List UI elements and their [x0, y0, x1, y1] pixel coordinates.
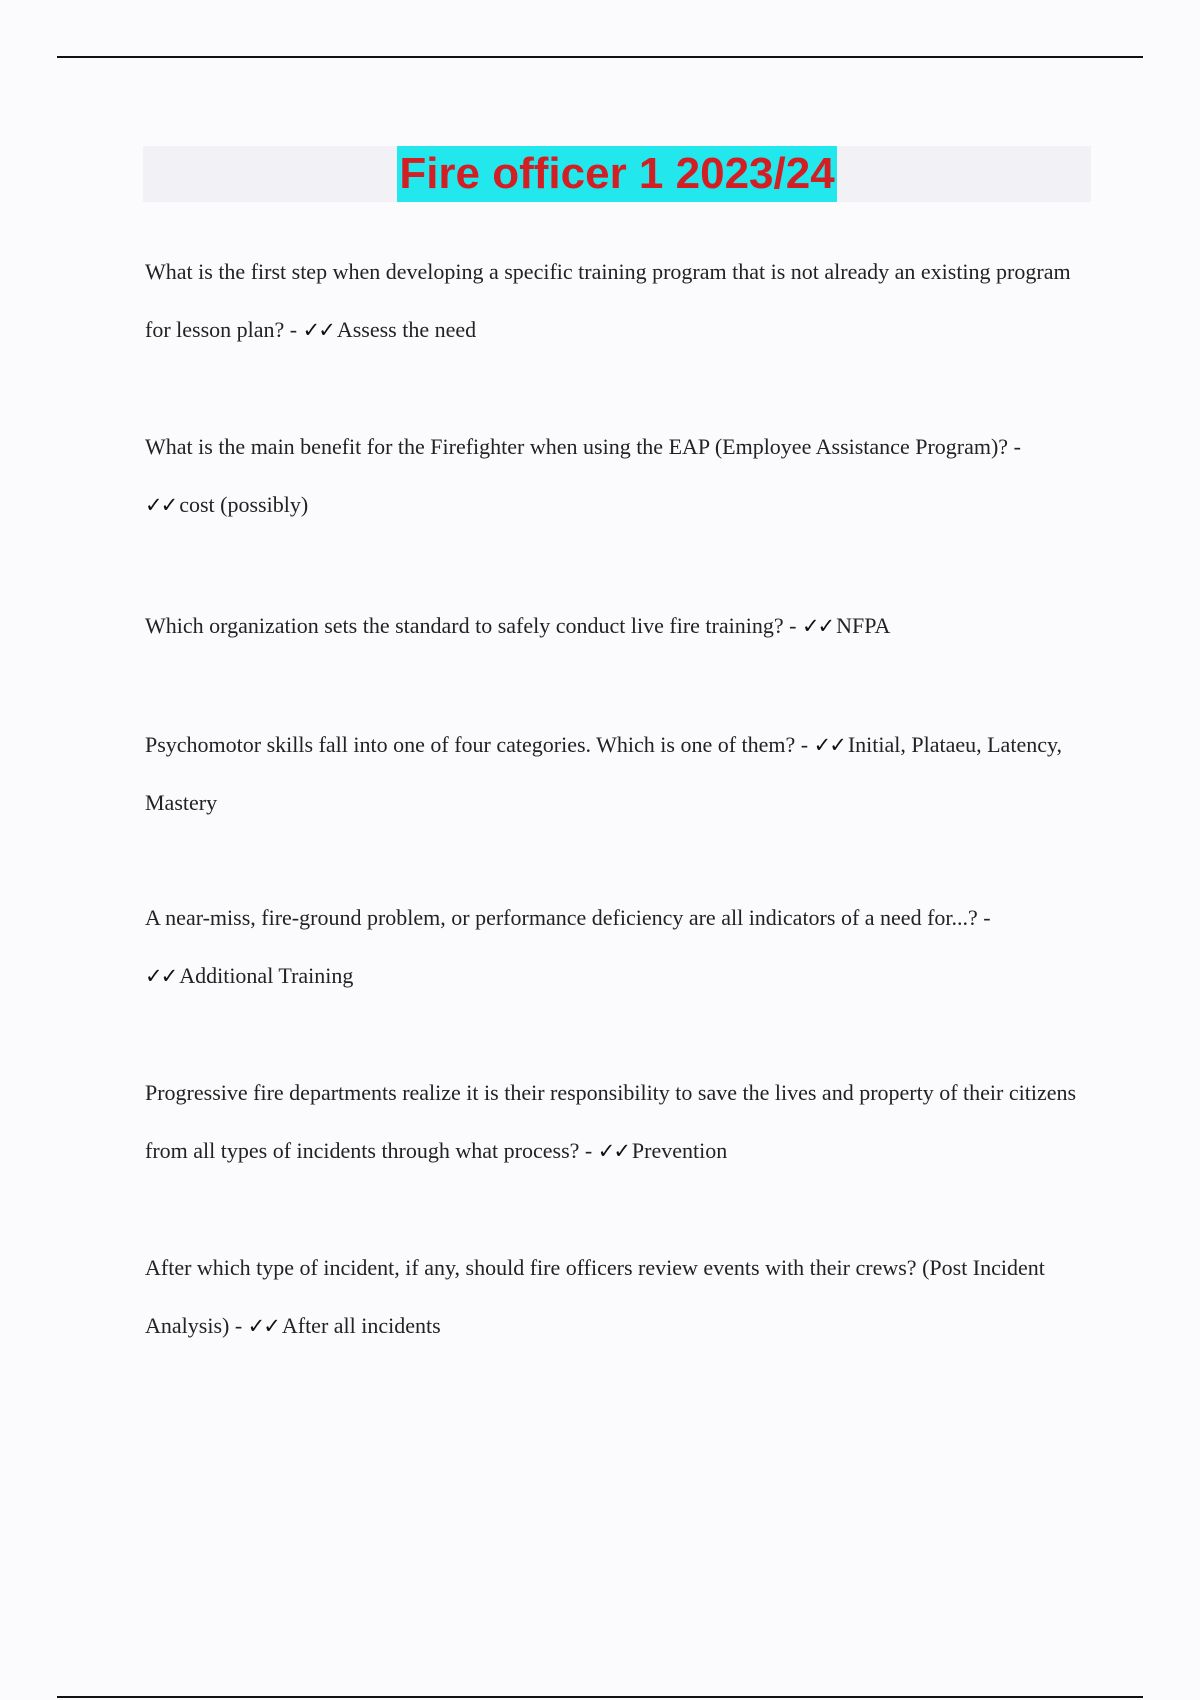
double-check-icon: ✓✓ — [597, 1139, 629, 1163]
qa-item — [145, 716, 1085, 832]
double-check-icon: ✓✓ — [145, 964, 177, 988]
answer-text: Additional Training — [179, 963, 354, 988]
question-text: Progressive fire departments realize it is their responsibility to save the lives and property of their citizens from all types of incidents through what process? - — [145, 1080, 1077, 1163]
answer-text: Prevention — [631, 1138, 728, 1163]
document-title: Fire officer 1 2023/24 — [397, 146, 836, 202]
top-rule — [57, 56, 1143, 58]
bottom-rule — [57, 1696, 1143, 1698]
title-band — [143, 146, 1091, 202]
qa-item — [145, 889, 1085, 1005]
question-text: Which organization sets the standard to safely conduct live fire training? - — [145, 613, 797, 638]
answer-text: cost (possibly) — [179, 492, 309, 517]
question-text: After which type of incident, if any, should fire officers review events with their crews? (Post Incident Analysis) - — [145, 1255, 1045, 1338]
question-text: A near-miss, fire-ground problem, or performance deficiency are all indicators of a need for...? - — [145, 905, 991, 930]
question-text: Psychomotor skills fall into one of four categories. Which is one of them? - — [145, 732, 809, 757]
qa-item — [145, 597, 1085, 655]
answer-text: After all incidents — [281, 1313, 441, 1338]
double-check-icon: ✓✓ — [247, 1314, 279, 1338]
question-text: What is the first step when developing a specific training program that is not already an existing program for lesson plan? - — [145, 259, 1071, 342]
answer-text: Initial, Plataeu, Latency, Mastery — [145, 732, 1063, 815]
qa-item — [145, 1239, 1085, 1355]
double-check-icon: ✓✓ — [145, 493, 177, 517]
qa-item — [145, 1064, 1085, 1180]
qa-item — [145, 418, 1085, 534]
answer-text: NFPA — [836, 613, 891, 638]
qa-item — [145, 243, 1085, 359]
question-text: What is the main benefit for the Firefighter when using the EAP (Employee Assistance Program)? - — [145, 434, 1021, 459]
double-check-icon: ✓✓ — [801, 614, 834, 638]
answer-text: Assess the need — [336, 317, 477, 342]
double-check-icon: ✓✓ — [302, 318, 334, 342]
double-check-icon: ✓✓ — [813, 733, 845, 757]
